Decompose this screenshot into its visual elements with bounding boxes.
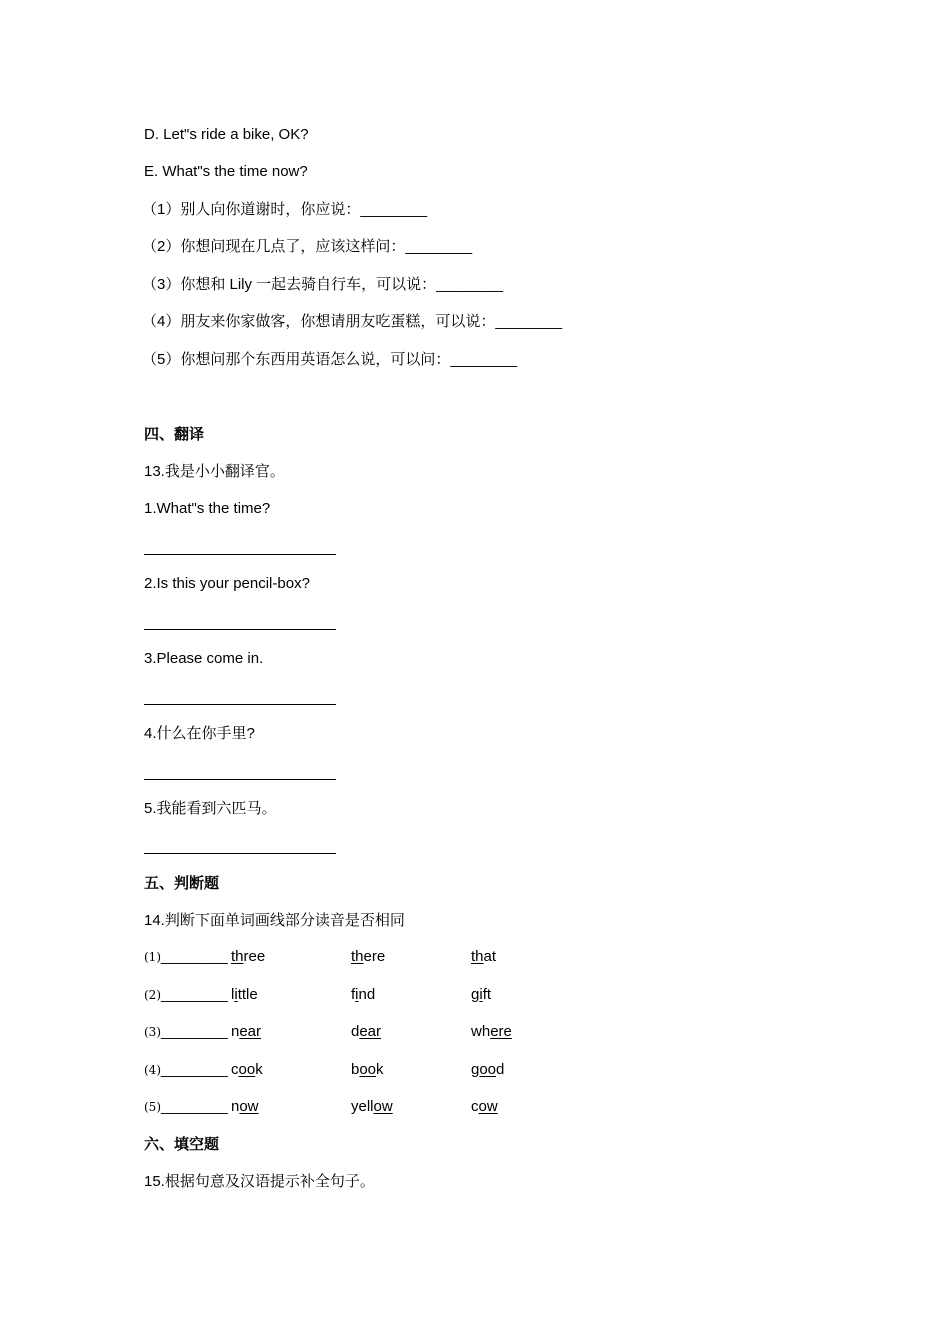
q12-item-text: （2）你想问现在几点了，应该这样问： [142, 238, 406, 255]
word-part-post: ttle [237, 986, 258, 1003]
answer-line-1[interactable] [144, 554, 336, 555]
judge-row [144, 1097, 228, 1117]
answer-line-2[interactable] [144, 629, 336, 630]
word-part-underlined: th [471, 948, 484, 965]
judge-word [351, 947, 385, 967]
judge-row [144, 947, 228, 967]
word-part-pre: c [231, 1061, 239, 1078]
word-part-pre: n [231, 1098, 240, 1115]
translate-item-2: 2.Is this your pencil-box? [144, 575, 310, 592]
q12-item-5 [142, 350, 517, 370]
answer-blank[interactable]: ________ [450, 351, 518, 368]
translate-item-5: 5.我能看到六匹马。 [144, 800, 277, 817]
judge-row [144, 1022, 228, 1042]
q12-item-text: （4）朋友来你家做客，你想请朋友吃蛋糕，可以说： [142, 313, 496, 330]
row-number: (3) [144, 1025, 161, 1039]
judge-row [144, 985, 228, 1005]
judge-word [351, 1060, 384, 1080]
judge-word [231, 1022, 261, 1042]
answer-blank[interactable]: ________ [161, 1023, 228, 1040]
q12-item-2 [142, 237, 472, 257]
answer-blank[interactable]: ________ [436, 276, 503, 293]
judge-word [231, 985, 258, 1005]
judge-word [471, 1022, 512, 1042]
translate-item-4: 4.什么在你手里? [144, 725, 255, 742]
word-part-underlined: i [234, 986, 238, 1003]
word-part-pre: c [471, 1098, 479, 1115]
word-part-underlined: ear [359, 1023, 382, 1040]
answer-blank[interactable]: ________ [405, 238, 473, 255]
word-part-post: nd [358, 986, 376, 1003]
judge-word [231, 947, 265, 967]
section6-heading: 六、填空题 [144, 1136, 220, 1153]
judge-word [471, 1097, 498, 1117]
translate-item-3: 3.Please come in. [144, 650, 264, 667]
judge-word [471, 947, 496, 967]
word-part-underlined: th [351, 948, 364, 965]
q12-item-text: （1）别人向你道谢时，你应说： [142, 201, 361, 218]
word-part-post: d [496, 1061, 505, 1078]
judge-word [471, 985, 491, 1005]
judge-word [351, 1022, 381, 1042]
answer-line-4[interactable] [144, 779, 336, 780]
word-part-pre: b [351, 1061, 360, 1078]
word-part-pre: l [231, 986, 235, 1003]
word-part-pre: g [471, 986, 480, 1003]
word-part-underlined: oo [479, 1061, 497, 1078]
judge-word [231, 1060, 263, 1080]
word-part-underlined: ere [490, 1023, 512, 1040]
word-part-pre: g [471, 1061, 480, 1078]
word-part-post: ere [363, 948, 386, 965]
judge-word [471, 1060, 504, 1080]
judge-word [231, 1097, 259, 1117]
word-part-underlined: i [355, 986, 359, 1003]
judge-word [351, 1097, 393, 1117]
q12-item-text: （5）你想问那个东西用英语怎么说，可以问： [142, 351, 451, 368]
word-part-post: k [376, 1061, 384, 1078]
option-e: E. What"s the time now? [144, 163, 308, 180]
answer-blank[interactable]: ________ [161, 1061, 228, 1078]
word-part-post: ree [243, 948, 266, 965]
answer-blank[interactable]: ________ [360, 201, 428, 218]
word-part-pre: yell [351, 1098, 374, 1115]
q12-item-3 [142, 275, 503, 295]
word-part-pre: wh [471, 1023, 491, 1040]
word-part-underlined: ear [239, 1023, 262, 1040]
judge-row [144, 1060, 228, 1080]
answer-line-3[interactable] [144, 704, 336, 705]
word-part-post: ft [482, 986, 492, 1003]
word-part-post: at [483, 948, 497, 965]
word-part-pre: f [351, 986, 356, 1003]
q12-item-text: （3）你想和 Lily 一起去骑自行车，可以说： [142, 276, 437, 293]
word-part-underlined: oo [238, 1061, 256, 1078]
word-part-pre: n [231, 1023, 240, 1040]
section4-question: 13.我是小小翻译官。 [144, 463, 285, 480]
word-part-underlined: oo [359, 1061, 377, 1078]
row-number: (1) [144, 950, 161, 964]
word-part-underlined: ow [478, 1098, 498, 1115]
answer-line-5[interactable] [144, 853, 336, 854]
q12-item-4 [142, 312, 562, 332]
section5-heading: 五、判断题 [144, 875, 220, 892]
option-d: D. Let"s ride a bike, OK? [144, 126, 309, 143]
word-part-pre: d [351, 1023, 360, 1040]
row-number: (5) [144, 1100, 161, 1114]
section5-question: 14.判断下面单词画线部分读音是否相同 [144, 912, 405, 929]
q12-item-1 [142, 200, 427, 220]
word-part-underlined: i [479, 986, 483, 1003]
answer-blank[interactable]: ________ [161, 1098, 228, 1115]
answer-blank[interactable]: ________ [161, 986, 228, 1003]
section4-heading: 四、翻译 [144, 426, 205, 443]
word-part-post: k [255, 1061, 263, 1078]
answer-blank[interactable]: ________ [495, 313, 563, 330]
judge-word [351, 985, 375, 1005]
answer-blank[interactable]: ________ [161, 948, 228, 965]
translate-item-1: 1.What"s the time? [144, 500, 271, 517]
section6-question: 15.根据句意及汉语提示补全句子。 [144, 1173, 375, 1190]
word-part-underlined: ow [239, 1098, 259, 1115]
word-part-underlined: th [231, 948, 244, 965]
word-part-underlined: ow [373, 1098, 393, 1115]
row-number: (2) [144, 988, 161, 1002]
row-number: (4) [144, 1063, 161, 1077]
